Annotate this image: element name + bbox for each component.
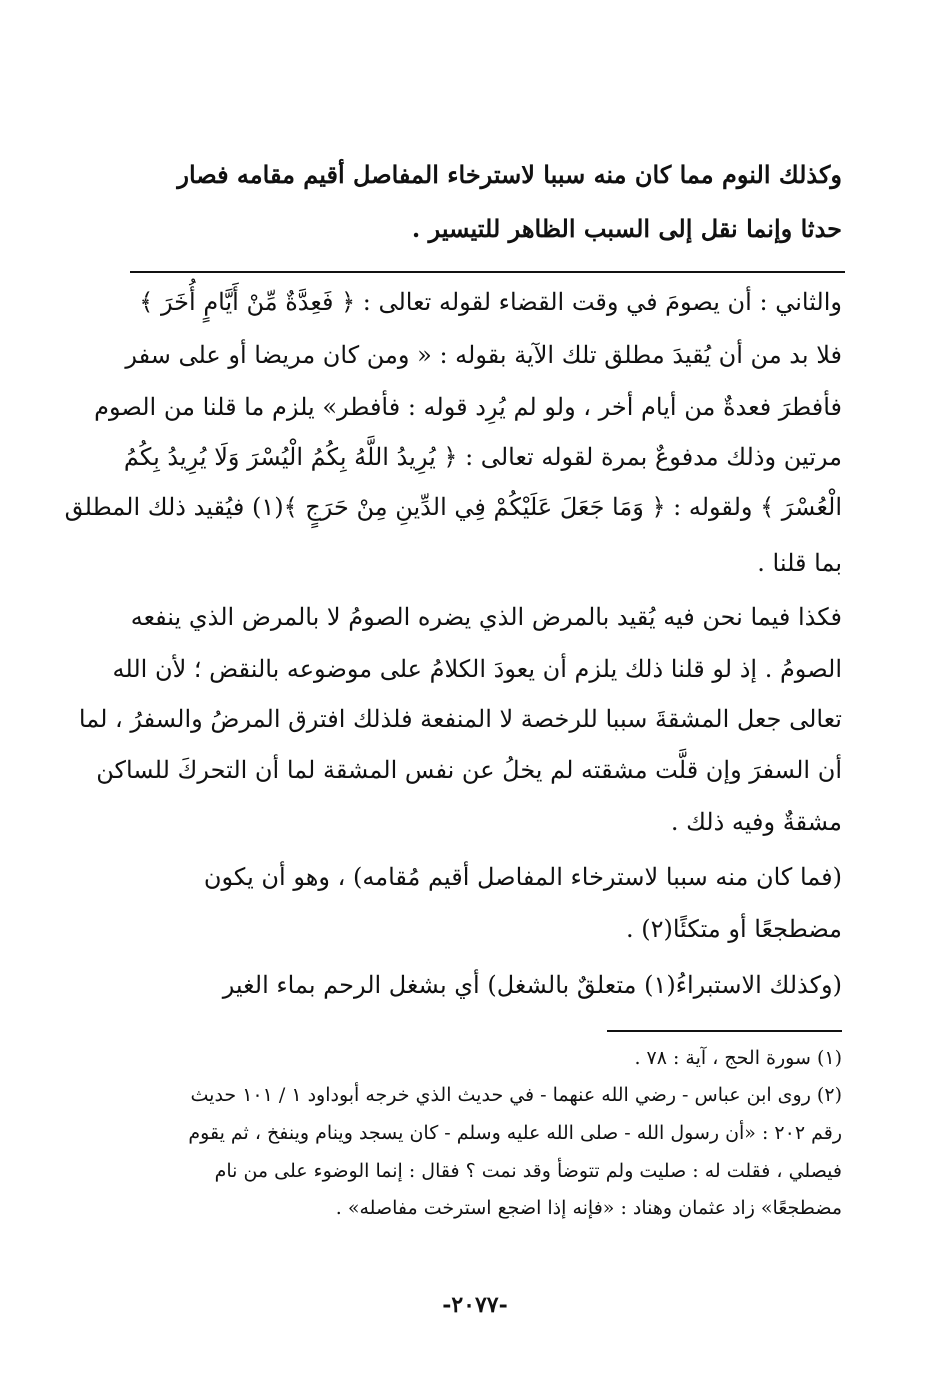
commentary-line-2: فلا بد من أن يُقيدَ مطلق تلك الآية بقوله : « ومن كان مريضا أو على سفر bbox=[125, 341, 842, 369]
header-separator bbox=[130, 271, 845, 273]
footnote-separator bbox=[607, 1030, 842, 1032]
footnote-2-line-1: (٢) روى ابن عباس - رضي الله عنهما - في حديث الذي خرجه أبوداود ١ / ١٠١ حديث bbox=[190, 1084, 842, 1106]
para4-line-1: (وكذلك الاستبراءُ(١) متعلقٌ بالشغل) أي بشغل الرحم بماء الغير bbox=[222, 971, 842, 999]
para3-line-2: مضطجعًا أو متكئًا(٢) . bbox=[625, 915, 842, 943]
commentary-line-6: بما قلنا . bbox=[757, 549, 842, 577]
matn-line-1: وكذلك النوم مما كان منه سببا لاسترخاء المفاصل أقيم مقامه فصار bbox=[177, 160, 842, 189]
footnote-2-line-3: فيصلي ، فقلت له : صليت ولم تتوضأ وقد نمت ؟ فقال : إنما الوضوء على من نام bbox=[214, 1160, 842, 1182]
commentary-line-5: الْعُسْرَ ﴾ ولقوله : ﴿ وَمَا جَعَلَ عَلَيْكُمْ فِي الدِّينِ مِنْ حَرَجٍ ﴾(١) فيُقيد ذلك المطلق bbox=[64, 493, 842, 521]
para2-line-4: أن السفرَ وإن قلَّت مشقته لم يخلُ عن نفس المشقة لما أن التحركَ للساكن bbox=[96, 756, 842, 784]
para2-line-5: مشقةٌ وفيه ذلك . bbox=[670, 808, 842, 836]
matn-line-2: حدثا وإنما نقل إلى السبب الظاهر للتيسير . bbox=[411, 214, 842, 243]
page-number: -٢٠٧٧- bbox=[442, 1292, 508, 1318]
commentary-line-1: والثاني : أن يصومَ في وقت القضاء لقوله تعالى : ﴿ فَعِدَّةٌ مِّنْ أَيَّامٍ أُخَرَ ﴾ bbox=[139, 288, 842, 316]
para2-line-2: الصومُ . إذ لو قلنا ذلك يلزم أن يعودَ الكلامُ على موضوعه بالنقض ؛ لأن الله bbox=[112, 655, 842, 683]
commentary-line-4: مرتين وذلك مدفوعٌ بمرة لقوله تعالى : ﴿ يُرِيدُ اللَّهُ بِكُمُ الْيُسْرَ وَلَا يُرِيدُ بِكُمُ bbox=[123, 443, 842, 471]
commentary-line-3: فأفطرَ فعدةٌ من أيام أخر ، ولو لم يُرِد قوله : فأفطر» يلزم ما قلنا من الصوم bbox=[94, 393, 842, 421]
para3-line-1: (فما كان منه سببا لاسترخاء المفاصل أقيم مُقامه) ، وهو أن يكون bbox=[203, 863, 842, 891]
footnote-1: (١) سورة الحج ، آية : ٧٨ . bbox=[634, 1047, 842, 1069]
para2-line-3: تعالى جعل المشقةَ سببا للرخصة لا المنفعة فلذلك افترق المرضُ والسفرُ ، لما bbox=[78, 705, 842, 733]
para2-line-1: فكذا فيما نحن فيه يُقيد بالمرض الذي يضره الصومُ لا بالمرض الذي ينفعه bbox=[130, 603, 842, 631]
footnote-2-line-4: مضطجعًا» زاد عثمان وهناد : «فإنه إذا اضجع استرخت مفاصله» . bbox=[335, 1197, 842, 1219]
footnote-2-line-2: رقم ٢٠٢ : «أن رسول الله - صلى الله عليه وسلم - كان يسجد وينام وينفخ ، ثم يقوم bbox=[188, 1122, 842, 1144]
